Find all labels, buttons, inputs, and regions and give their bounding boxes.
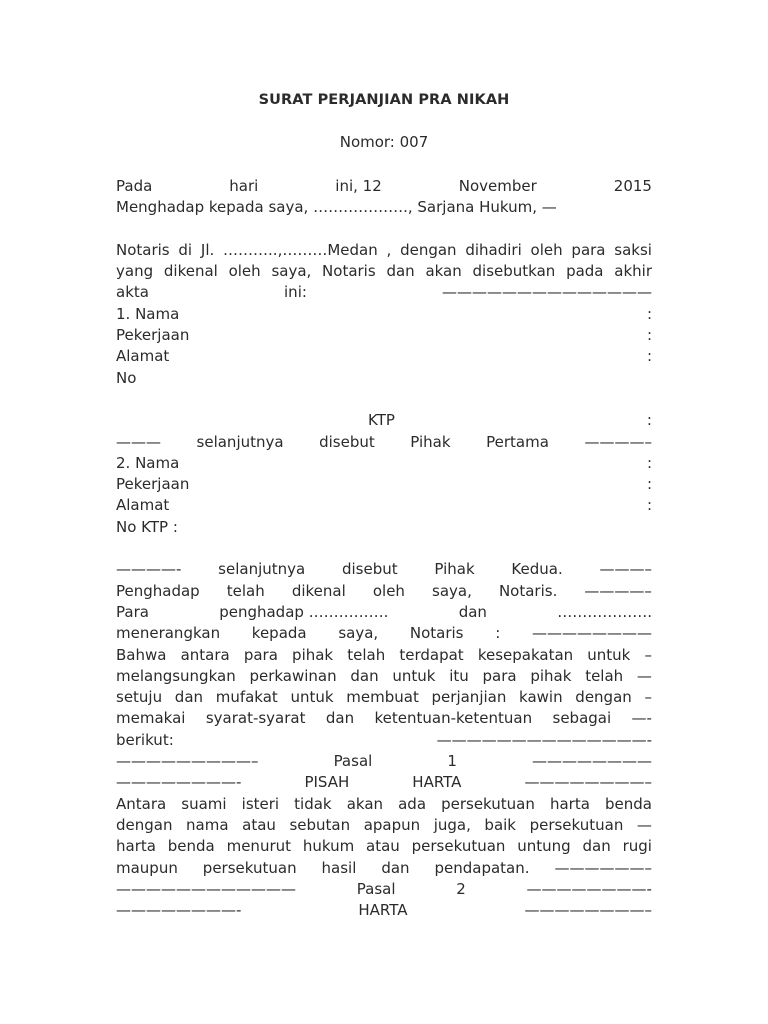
line-word: dengan: [400, 240, 457, 259]
line-word: telah: [347, 645, 386, 664]
line-word: 2. Nama: [116, 453, 180, 472]
line-word: Pada: [116, 177, 153, 195]
line-word: ………..,………Medan: [223, 240, 378, 259]
line-word: ————————–: [524, 901, 652, 920]
line-word: hasil: [321, 858, 357, 877]
line-word: dihadiri: [465, 240, 522, 259]
line-word: dan: [386, 262, 415, 281]
line-word: HARTA: [358, 901, 408, 920]
line-word: 2015: [613, 177, 652, 195]
document-line: [116, 559, 652, 580]
line-word: Pasal: [356, 879, 396, 898]
document-line: [116, 623, 652, 644]
document-number: Nomor: 007: [339, 133, 429, 151]
line-word: benda: [167, 837, 215, 856]
line-word: dengan: [116, 815, 173, 834]
line-word: dan: [350, 666, 379, 685]
line-word: perkawinan: [249, 666, 337, 685]
line-word: ————————–: [524, 773, 652, 792]
line-word: tidak: [294, 794, 332, 813]
document-line: [116, 708, 652, 729]
document-line: [116, 645, 652, 666]
line-word: persekutuan: [529, 815, 624, 834]
document-line: [116, 581, 652, 602]
document-line: [116, 879, 652, 900]
line-word: —-: [631, 709, 652, 728]
document-line: [116, 432, 652, 453]
document-line: [116, 304, 652, 325]
line-word: juga,: [433, 815, 471, 834]
line-word: yang: [116, 262, 154, 281]
line-word: Menghadap kepada saya, ………………., Sarjana Hukum, —: [116, 198, 557, 217]
line-word: persekutuan: [202, 858, 297, 877]
line-word: selanjutnya: [218, 560, 306, 579]
line-word: :: [646, 347, 652, 366]
line-word: atau: [242, 815, 276, 834]
line-word: :: [646, 411, 652, 430]
line-word: para: [482, 666, 517, 685]
document-body: [116, 176, 652, 921]
blank-line: [116, 389, 652, 410]
line-word: perjanjian: [431, 688, 507, 707]
line-word: Alamat: [116, 347, 170, 366]
line-word: telah: [226, 581, 265, 600]
line-word: Penghadap: [116, 581, 200, 600]
line-word: persekutuan: [441, 794, 535, 813]
line-word: Antara: [116, 794, 167, 813]
line-word: oleh: [530, 240, 563, 259]
line-word: pihak: [530, 666, 572, 685]
line-word: penghadap …………….: [219, 602, 389, 621]
line-word: hukum: [302, 837, 355, 856]
document-line: [116, 368, 652, 389]
line-word: ,: [386, 240, 392, 259]
line-word: pendapatan.: [434, 858, 530, 877]
document-line: [116, 751, 652, 772]
document-line: [116, 197, 652, 218]
line-word: oleh: [228, 262, 261, 281]
line-word: Jl.: [200, 240, 215, 259]
line-word: Alamat: [116, 496, 170, 515]
line-word: atau: [366, 837, 400, 856]
line-word: Pihak: [410, 432, 451, 451]
line-word: nama: [186, 815, 229, 834]
document-line: [116, 240, 652, 261]
line-word: :: [495, 624, 501, 643]
line-word: maupun: [116, 858, 178, 877]
line-word: dan: [381, 858, 410, 877]
line-word: ———: [116, 432, 161, 451]
document-line: [116, 900, 652, 921]
line-word: 1: [447, 752, 457, 771]
line-word: —: [636, 666, 652, 685]
line-word: disebut: [341, 560, 398, 579]
line-word: Para: [116, 602, 149, 621]
line-word: :: [646, 496, 652, 515]
document-line: [116, 410, 652, 431]
line-word: baik: [484, 815, 516, 834]
line-word: syarat-syarat: [205, 709, 306, 728]
line-word: pada: [566, 262, 604, 281]
line-word: apapun: [363, 815, 421, 834]
line-word: ————————-: [526, 879, 652, 898]
line-word: Kedua.: [511, 560, 563, 579]
line-word: para: [243, 645, 278, 664]
line-word: dan: [174, 688, 204, 707]
line-word: :: [646, 326, 652, 345]
line-word: benda: [604, 794, 652, 813]
document-line: [116, 836, 652, 857]
line-word: —————————–: [116, 752, 259, 771]
document-line: [116, 261, 652, 282]
line-word: Pekerjaan: [116, 475, 190, 494]
line-word: ————————————: [116, 879, 296, 898]
document-line: [116, 282, 652, 303]
line-word: ———–: [599, 560, 652, 579]
document-line: [116, 474, 652, 495]
line-word: melangsungkan: [116, 666, 236, 685]
line-word: telah: [585, 666, 624, 685]
line-word: untuk: [392, 666, 436, 685]
line-word: Bahwa: [116, 645, 167, 664]
line-word: harta: [549, 794, 590, 813]
line-word: 2: [456, 879, 466, 898]
line-word: disebut: [319, 432, 375, 451]
blank-line: [116, 538, 652, 559]
line-word: ——————————————-: [436, 730, 652, 749]
line-word: akan: [425, 262, 462, 281]
line-word: dikenal: [291, 581, 346, 600]
line-word: PISAH: [304, 773, 350, 792]
line-word: November: [458, 177, 537, 195]
document-line: [116, 517, 652, 538]
line-word: ————————-: [116, 901, 242, 920]
line-word: ini, 12: [335, 177, 382, 195]
line-word: dengan: [575, 688, 632, 707]
line-word: dan: [458, 602, 487, 621]
line-word: antara: [180, 645, 230, 664]
line-word: ————-: [116, 560, 182, 579]
line-word: itu: [449, 666, 469, 685]
document-line: [116, 346, 652, 367]
line-word: ————————: [531, 624, 652, 643]
line-word: mufakat: [215, 688, 278, 707]
line-word: persekutuan: [411, 837, 506, 856]
line-word: Notaris: [409, 624, 464, 643]
line-word: ————————: [531, 752, 652, 771]
line-word: saksi: [614, 240, 652, 259]
document-line: [116, 495, 652, 516]
document-line: [116, 772, 652, 793]
line-word: Pasal: [333, 752, 373, 771]
document-title: SURAT PERJANJIAN PRA NIKAH: [258, 92, 510, 108]
line-word: saya,: [338, 624, 379, 643]
line-word: di: [178, 240, 193, 259]
line-word: oleh: [372, 581, 405, 600]
line-word: 1. Nama: [116, 304, 180, 323]
line-word: untung: [517, 837, 571, 856]
line-word: ————–: [584, 432, 652, 451]
line-word: akta: [116, 283, 149, 302]
line-word: ——————–: [554, 858, 652, 877]
line-word: isteri: [241, 794, 280, 813]
document-line: [116, 453, 652, 474]
line-word: :: [646, 475, 652, 494]
line-word: Notaris.: [498, 581, 558, 600]
line-word: para: [571, 240, 606, 259]
line-word: harta: [116, 837, 156, 856]
line-word: kepada: [251, 624, 307, 643]
line-word: menurut: [226, 837, 292, 856]
line-word: No KTP :: [116, 517, 178, 536]
line-word: dikenal: [163, 262, 218, 281]
line-word: ……………….: [557, 602, 652, 621]
line-word: dan: [325, 709, 355, 728]
line-word: —: [636, 815, 652, 834]
line-word: menerangkan: [116, 624, 221, 643]
line-word: –: [644, 688, 652, 707]
line-word: ————————-: [116, 773, 242, 792]
document-line: [116, 858, 652, 879]
document-line: [116, 325, 652, 346]
line-word: memakai: [116, 709, 186, 728]
line-word: sebagai: [552, 709, 612, 728]
line-word: No: [116, 368, 137, 387]
line-word: disebutkan: [472, 262, 556, 281]
line-word: Pihak: [434, 560, 475, 579]
document-line: [116, 730, 652, 751]
line-word: terdapat: [399, 645, 464, 664]
line-word: setuju: [116, 688, 163, 707]
line-word: untuk: [587, 645, 631, 664]
line-word: ada: [398, 794, 427, 813]
document-line: [116, 687, 652, 708]
line-word: untuk: [290, 688, 334, 707]
document-line: [116, 602, 652, 623]
line-word: –: [644, 645, 652, 664]
line-word: ini:: [284, 283, 307, 302]
line-word: ————–: [584, 581, 652, 600]
line-word: HARTA: [412, 773, 462, 792]
line-word: rugi: [622, 837, 652, 856]
line-word: hari: [229, 177, 259, 195]
line-word: saya,: [271, 262, 312, 281]
line-word: selanjutnya: [196, 432, 284, 451]
line-word: sebutan: [289, 815, 351, 834]
line-word: Notaris: [322, 262, 376, 281]
line-word: akan: [346, 794, 384, 813]
line-word: ——————————————: [441, 283, 652, 302]
line-word: akhir: [614, 262, 652, 281]
document-line: [116, 794, 652, 815]
line-word: Pertama: [486, 432, 549, 451]
document-line: [116, 815, 652, 836]
line-word: :: [646, 453, 652, 472]
line-word: kawin: [519, 688, 563, 707]
blank-line: [116, 219, 652, 240]
line-word: KTP: [368, 411, 395, 430]
line-word: Pekerjaan: [116, 326, 190, 345]
document-line: [116, 176, 652, 197]
line-word: kesepakatan: [477, 645, 574, 664]
document-line: [116, 666, 652, 687]
line-word: berikut:: [116, 730, 174, 749]
line-word: membuat: [346, 688, 419, 707]
line-word: Notaris: [116, 240, 170, 259]
line-word: ketentuan-ketentuan: [374, 709, 533, 728]
line-word: :: [646, 304, 652, 323]
line-word: suami: [181, 794, 227, 813]
line-word: pihak: [292, 645, 334, 664]
line-word: saya,: [432, 581, 472, 600]
line-word: dan: [582, 837, 611, 856]
